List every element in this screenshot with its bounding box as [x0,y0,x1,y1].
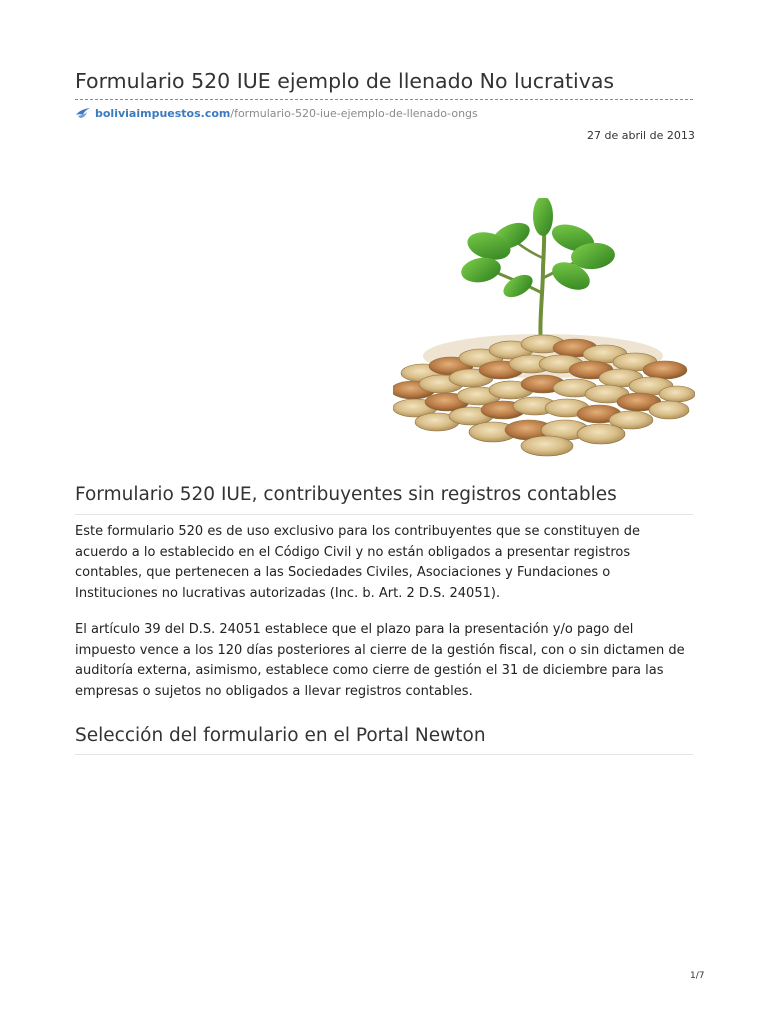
section-heading-portal-newton: Selección del formulario en el Portal Newton [75,725,486,746]
section-divider [75,514,693,515]
source-path[interactable]: /formulario-520-iue-ejemplo-de-llenado-ongs [230,106,478,120]
section-divider [75,754,693,755]
site-bird-icon [75,106,91,120]
paragraph-formulario-uso: Este formulario 520 es de uso exclusivo para los contribuyentes que se constituyen de acuerdo a lo establecido en el Código Civil y no están obligados a presentar registros contables, que pertenecen a las Sociedades Civiles, Asociaciones y Fundaciones o Instituciones no lucrativas autorizadas (Inc. b. Art. 2 D.S. 24051). [75,524,641,601]
publication-date: 27 de abril de 2013 [587,129,695,142]
source-domain[interactable]: boliviaimpuestos.com [95,106,231,120]
source-link[interactable] [75,104,478,122]
plant-growing-from-coins-image [393,198,695,460]
page-title: Formulario 520 IUE ejemplo de llenado No lucrativas [75,69,615,93]
title-dashed-divider [75,99,693,100]
page-number: 1/7 [690,971,705,981]
section-heading-contribuyentes: Formulario 520 IUE, contribuyentes sin registros contables [75,484,617,505]
paragraph-articulo-39: El artículo 39 del D.S. 24051 establece que el plazo para la presentación y/o pago del impuesto vence a los 120 días posteriores al cierre de la gestión fiscal, con o sin dictamen de auditoría externa, asimismo, establece como cierre de gestión el 31 de diciembre para las empresas o sujetos no obligados a llevar registros contables. [75,622,685,699]
